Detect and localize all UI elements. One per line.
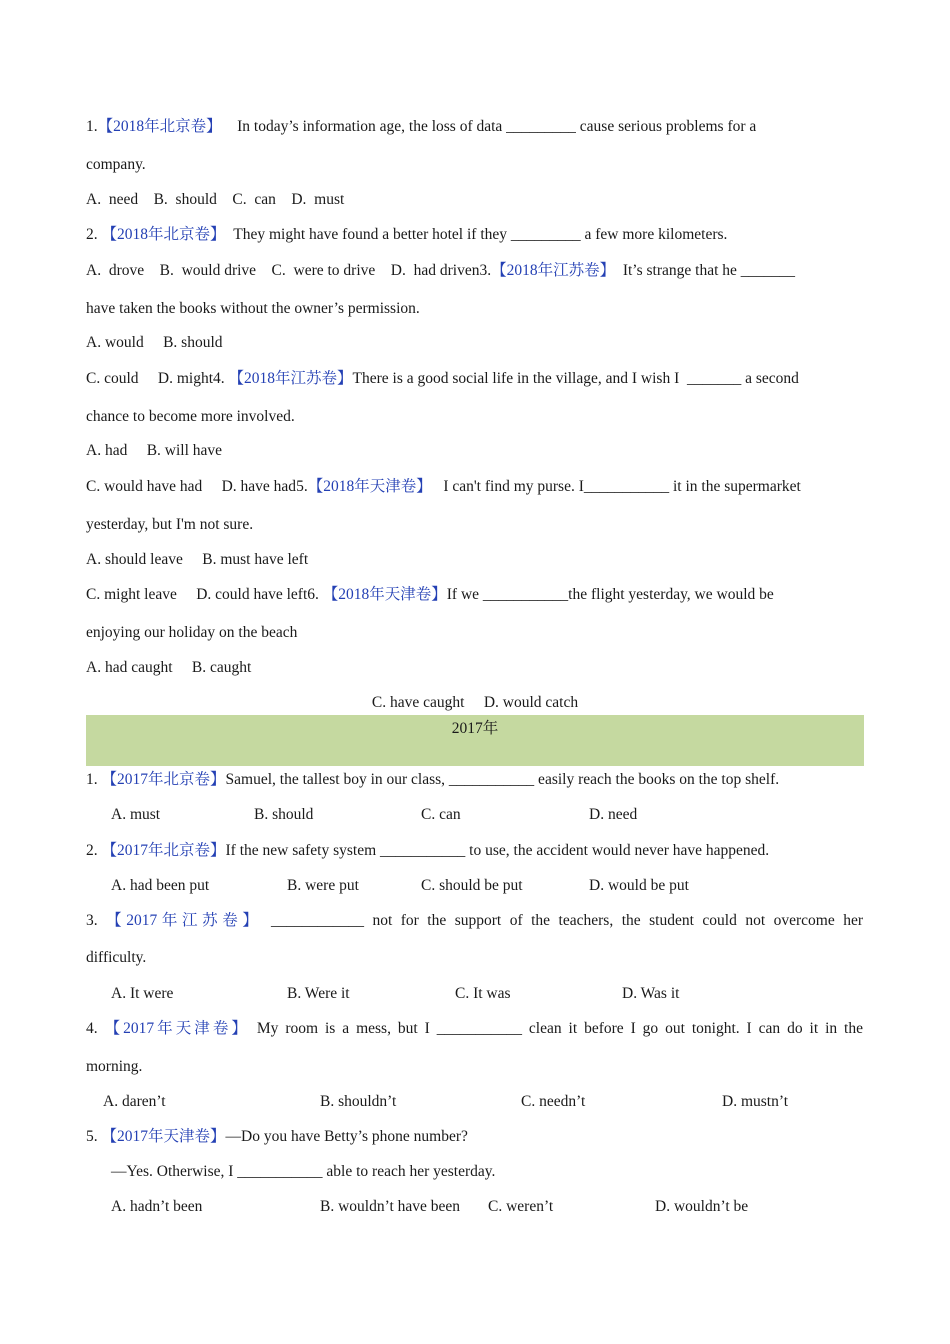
q2017-5-option-b: B. wouldn’t have been: [320, 1198, 461, 1215]
q2017-4-line2: morning.: [86, 1058, 143, 1075]
source-label: 【2018年天津卷】: [322, 586, 447, 603]
q2017-3-line2: difficulty.: [86, 949, 147, 966]
q2017-1-line1: [86, 770, 779, 790]
q2017-3-option-d: D. Was it: [622, 985, 680, 1002]
question-stem: ____________ not for the support of the teachers, the student could not overcome her: [270, 912, 864, 929]
q2018-3-options-row2: C. could D. might: [86, 370, 214, 387]
q2018-3-options-q4-line: [86, 369, 799, 389]
question-number: 1.: [86, 771, 98, 788]
q2018-3-line2: have taken the books without the owner’s permission.: [86, 300, 420, 317]
year-header-title: 2017年: [451, 720, 499, 737]
question-number: 2.: [86, 842, 98, 859]
source-label: 【2017年北京卷】: [101, 771, 226, 788]
q2017-2-option-b: B. were put: [287, 877, 359, 894]
q2018-5-line2: yesterday, but I'm not sure.: [86, 516, 254, 533]
question-stem: They might have found a better hotel if they _________ a few more kilometers.: [233, 226, 728, 243]
question-number: 6.: [307, 586, 319, 603]
source-label: 【2018年北京卷】: [101, 226, 226, 243]
source-label: 【2017年江苏卷】: [106, 912, 263, 929]
question-stem: I can't find my purse. I___________ it in the supermarket: [443, 478, 801, 495]
q2017-5-line2: —Yes. Otherwise, I ___________ able to reach her yesterday.: [111, 1163, 496, 1180]
q2018-1-options: A. need B. should C. can D. must: [86, 191, 345, 208]
question-number: 4.: [86, 1020, 98, 1037]
q2017-5-option-c: C. weren’t: [488, 1198, 554, 1215]
q2017-5-option-a: A. hadn’t been: [111, 1198, 203, 1215]
question-stem: If we ___________the flight yesterday, we would be: [446, 586, 774, 603]
q2017-2-line1: [86, 841, 769, 861]
q2017-4-option-d: D. mustn’t: [722, 1093, 789, 1110]
q2017-1-option-c: C. can: [421, 806, 461, 823]
question-number: 4.: [213, 370, 225, 387]
question-number: 1.: [86, 118, 98, 135]
source-label: 【2017年天津卷】: [101, 1128, 226, 1145]
q2018-4-options-row1: A. had B. will have: [86, 442, 223, 459]
q2017-4-line1: [86, 1019, 863, 1039]
q2018-5-options-q6-line: [86, 585, 774, 605]
question-number: 5.: [86, 1128, 98, 1145]
q2017-3-option-b: B. Were it: [287, 985, 350, 1002]
question-number: 3.: [86, 912, 98, 929]
question-number: 3.: [479, 262, 492, 279]
question-stem: If the new safety system ___________ to use, the accident would never have happened.: [225, 842, 770, 859]
q2017-3-option-a: A. It were: [111, 985, 174, 1002]
q2017-2-option-c: C. should be put: [421, 877, 523, 894]
q2017-5-option-d: D. wouldn’t be: [655, 1198, 749, 1215]
q2017-1-option-d: D. need: [589, 806, 638, 823]
q2017-4-option-a: A. daren’t: [103, 1093, 166, 1110]
question-number: 5.: [296, 478, 308, 495]
q2018-2-line1: [86, 225, 727, 245]
q2018-1-line2: company.: [86, 156, 146, 173]
source-label: 【2017年天津卷】: [104, 1020, 250, 1037]
q2017-4-option-c: C. needn’t: [521, 1093, 586, 1110]
question-stem: —Do you have Betty’s phone number?: [225, 1128, 468, 1145]
q2017-2-option-d: D. would be put: [589, 877, 689, 894]
source-label: 【2018年天津卷】: [307, 478, 432, 495]
question-stem: It’s strange that he _______: [622, 262, 796, 279]
question-stem: My room is a mess, but I ___________ clean it before I go out tonight. I can do it in the: [256, 1020, 863, 1037]
q2018-4-options-row2: C. would have had D. have had: [86, 478, 297, 495]
q2018-3-options-row1: A. would B. should: [86, 334, 223, 351]
q2018-4-line2: chance to become more involved.: [86, 408, 295, 425]
q2017-1-option-b: B. should: [254, 806, 314, 823]
q2018-2-options: A. drove B. would drive C. were to drive D. had driven: [86, 262, 480, 279]
question-stem: There is a good social life in the village, and I wish I _______ a second: [352, 370, 799, 387]
q2018-5-options-row1: A. should leave B. must have left: [86, 551, 309, 568]
q2017-2-option-a: A. had been put: [111, 877, 210, 894]
q2018-6-options-row1: A. had caught B. caught: [86, 659, 252, 676]
q2018-6-line2: enjoying our holiday on the beach: [86, 624, 298, 641]
q2017-4-option-b: B. shouldn’t: [320, 1093, 397, 1110]
q2017-3-line1: [86, 911, 863, 931]
q2018-5-options-row2: C. might leave D. could have left: [86, 586, 308, 603]
q2018-2-options-q3-line: [86, 261, 795, 281]
source-label: 【2018年江苏卷】: [228, 370, 353, 387]
q2018-1-line1: [86, 117, 756, 137]
source-label: 【2018年江苏卷】: [491, 262, 616, 279]
year-header-band: [86, 715, 864, 766]
question-number: 2.: [86, 226, 98, 243]
q2017-1-option-a: A. must: [111, 806, 161, 823]
q2018-4-options-q5-line: [86, 477, 801, 497]
q2017-5-line1: [86, 1127, 468, 1147]
question-stem: In today’s information age, the loss of data _________ cause serious problems for a: [237, 118, 757, 135]
source-label: 【2018年北京卷】: [97, 118, 222, 135]
q2017-3-option-c: C. It was: [455, 985, 511, 1002]
question-stem: Samuel, the tallest boy in our class, ___________ easily reach the books on the top shelf.: [225, 771, 780, 788]
q2018-6-options-row2: C. have caught D. would catch: [371, 694, 579, 711]
source-label: 【2017年北京卷】: [101, 842, 226, 859]
